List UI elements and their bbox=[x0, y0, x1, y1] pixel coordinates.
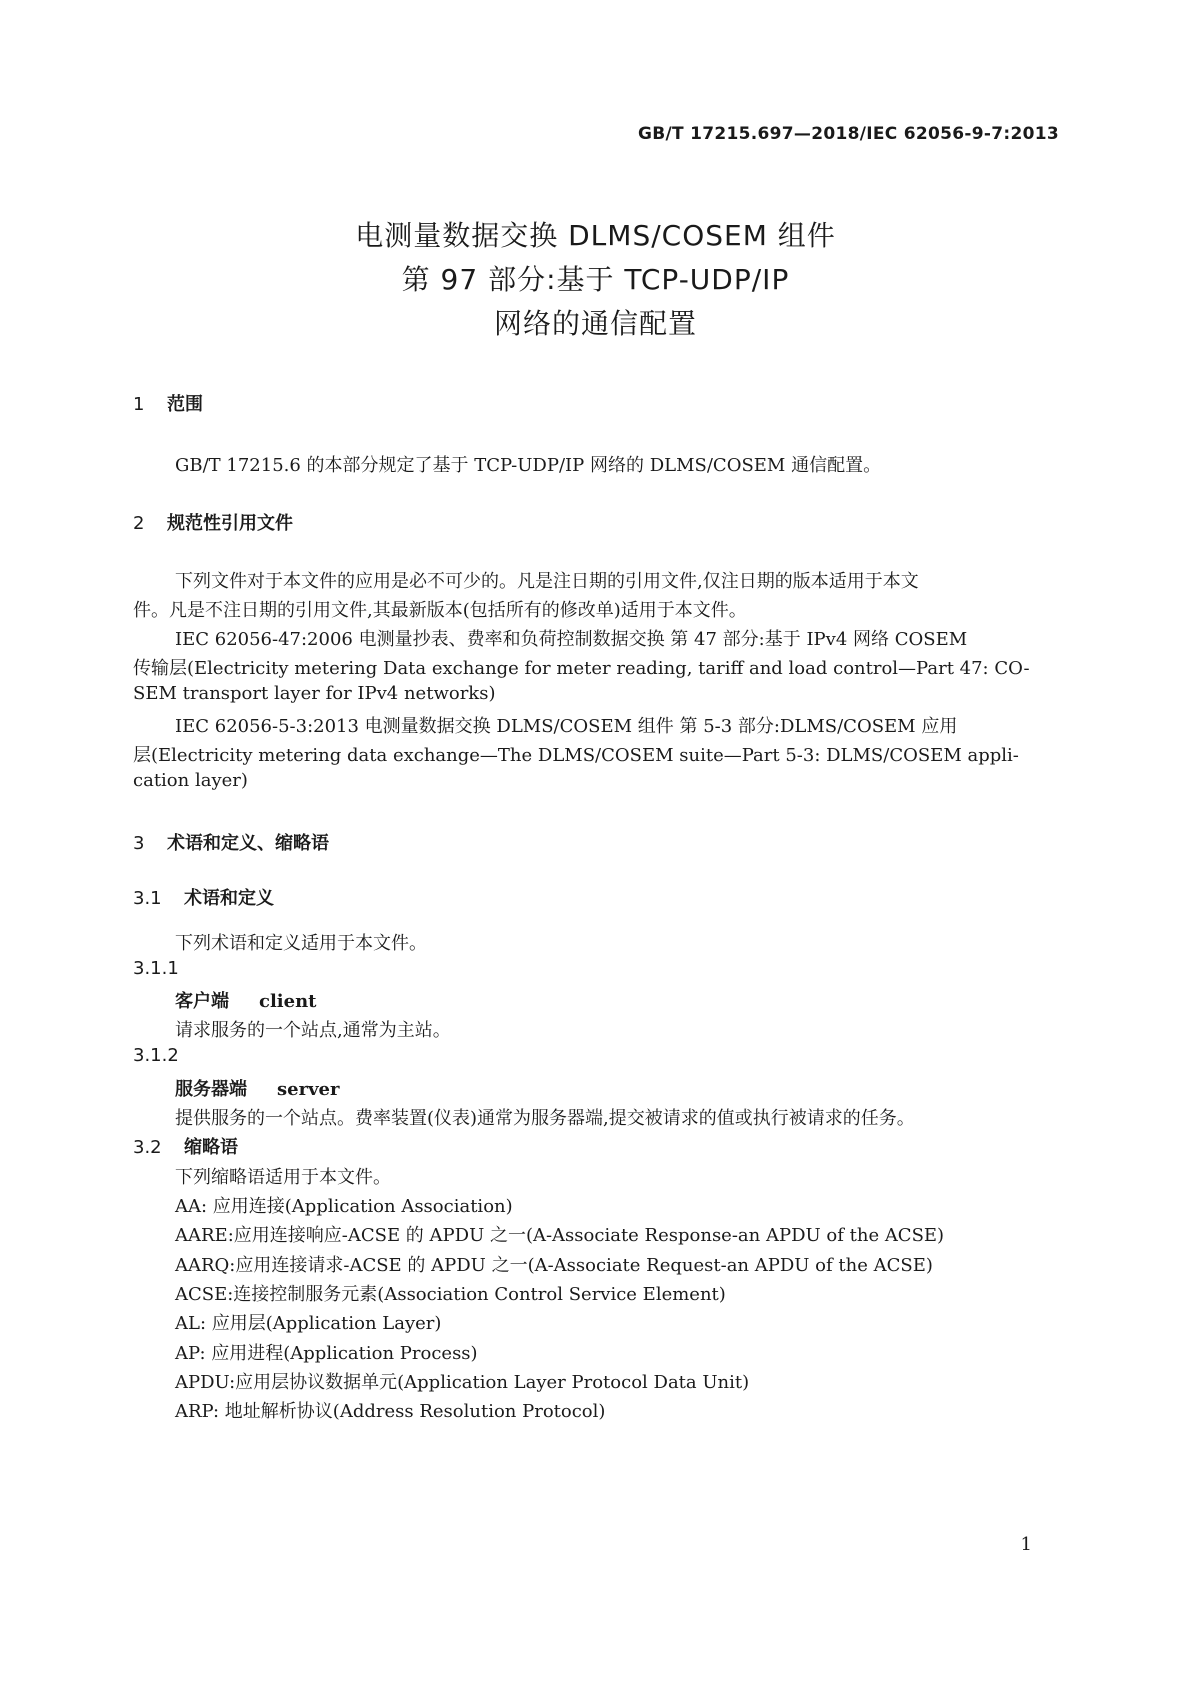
section-number: 2 bbox=[133, 513, 145, 534]
title-line-2: 第 97 部分:基于 TCP-UDP/IP bbox=[401, 263, 790, 296]
document-header: GB/T 17215.697—2018/IEC 62056-9-7:2013 bbox=[637, 124, 1059, 144]
section-3-1-paragraph: 下列术语和定义适用于本文件。 bbox=[175, 933, 427, 954]
term-heading bbox=[175, 987, 317, 1013]
reference-2-line: cation layer) bbox=[133, 770, 248, 791]
section-title: 范围 bbox=[167, 394, 203, 415]
section-number: 3.1 bbox=[133, 888, 162, 909]
term-english: server bbox=[277, 1079, 340, 1100]
term-number: 3.1.1 bbox=[133, 958, 179, 979]
section-title: 术语和定义、缩略语 bbox=[167, 833, 329, 854]
abbreviation-item: AARE:应用连接响应-ACSE 的 APDU 之一(A-Associate Response-an APDU of the ACSE) bbox=[175, 1225, 945, 1246]
abbreviation-item: AL: 应用层(Application Layer) bbox=[175, 1313, 442, 1334]
term-definition: 提供服务的一个站点。费率装置(仪表)通常为服务器端,提交被请求的值或执行被请求的任务。 bbox=[175, 1108, 915, 1129]
section-2-heading bbox=[133, 509, 293, 535]
term-chinese: 服务器端 bbox=[175, 1079, 247, 1100]
section-3-2-paragraph: 下列缩略语适用于本文件。 bbox=[175, 1167, 391, 1188]
section-1-heading bbox=[133, 390, 203, 416]
abbreviation-item: APDU:应用层协议数据单元(Application Layer Protocol Data Unit) bbox=[175, 1372, 750, 1393]
section-3-heading bbox=[133, 829, 329, 855]
term-chinese: 客户端 bbox=[175, 991, 229, 1012]
abbreviation-item: ARP: 地址解析协议(Address Resolution Protocol) bbox=[175, 1401, 606, 1422]
reference-2-line: 层(Electricity metering data exchange—The DLMS/COSEM suite—Part 5-3: DLMS/COSEM appli- bbox=[133, 745, 1019, 766]
reference-2-line: IEC 62056-5-3:2013 电测量数据交换 DLMS/COSEM 组件 第 5-3 部分:DLMS/COSEM 应用 bbox=[175, 716, 958, 737]
section-1-paragraph: GB/T 17215.6 的本部分规定了基于 TCP-UDP/IP 网络的 DLMS/COSEM 通信配置。 bbox=[175, 455, 882, 476]
section-2-paragraph-line: 件。凡是不注日期的引用文件,其最新版本(包括所有的修改单)适用于本文件。 bbox=[133, 600, 747, 621]
section-3-2-heading bbox=[133, 1133, 238, 1159]
section-title: 缩略语 bbox=[184, 1137, 238, 1158]
section-title: 术语和定义 bbox=[184, 888, 274, 909]
title-line-3: 网络的通信配置 bbox=[493, 307, 697, 340]
reference-1-line: 传输层(Electricity metering Data exchange for meter reading, tariff and load control—Part 47: CO- bbox=[133, 658, 1030, 679]
page-number: 1 bbox=[1020, 1534, 1032, 1555]
section-3-1-heading bbox=[133, 884, 274, 910]
abbreviation-item: AARQ:应用连接请求-ACSE 的 APDU 之一(A-Associate Request-an APDU of the ACSE) bbox=[175, 1255, 933, 1276]
reference-1-line: IEC 62056-47:2006 电测量抄表、费率和负荷控制数据交换 第 47 部分:基于 IPv4 网络 COSEM bbox=[175, 629, 968, 650]
title-line-1: 电测量数据交换 DLMS/COSEM 组件 bbox=[355, 219, 836, 252]
section-title: 规范性引用文件 bbox=[167, 513, 293, 534]
term-definition: 请求服务的一个站点,通常为主站。 bbox=[175, 1020, 451, 1041]
section-number: 3 bbox=[133, 833, 145, 854]
abbreviation-item: AA: 应用连接(Application Association) bbox=[175, 1196, 513, 1217]
term-number: 3.1.2 bbox=[133, 1045, 179, 1066]
abbreviation-item: AP: 应用进程(Application Process) bbox=[175, 1343, 478, 1364]
term-english: client bbox=[259, 991, 317, 1012]
section-number: 3.2 bbox=[133, 1137, 162, 1158]
abbreviation-item: ACSE:连接控制服务元素(Association Control Service Element) bbox=[175, 1284, 726, 1305]
section-2-paragraph-line: 下列文件对于本文件的应用是必不可少的。凡是注日期的引用文件,仅注日期的版本适用于本文 bbox=[175, 571, 919, 592]
reference-1-line: SEM transport layer for IPv4 networks) bbox=[133, 683, 496, 704]
section-number: 1 bbox=[133, 394, 145, 415]
term-heading bbox=[175, 1075, 339, 1101]
